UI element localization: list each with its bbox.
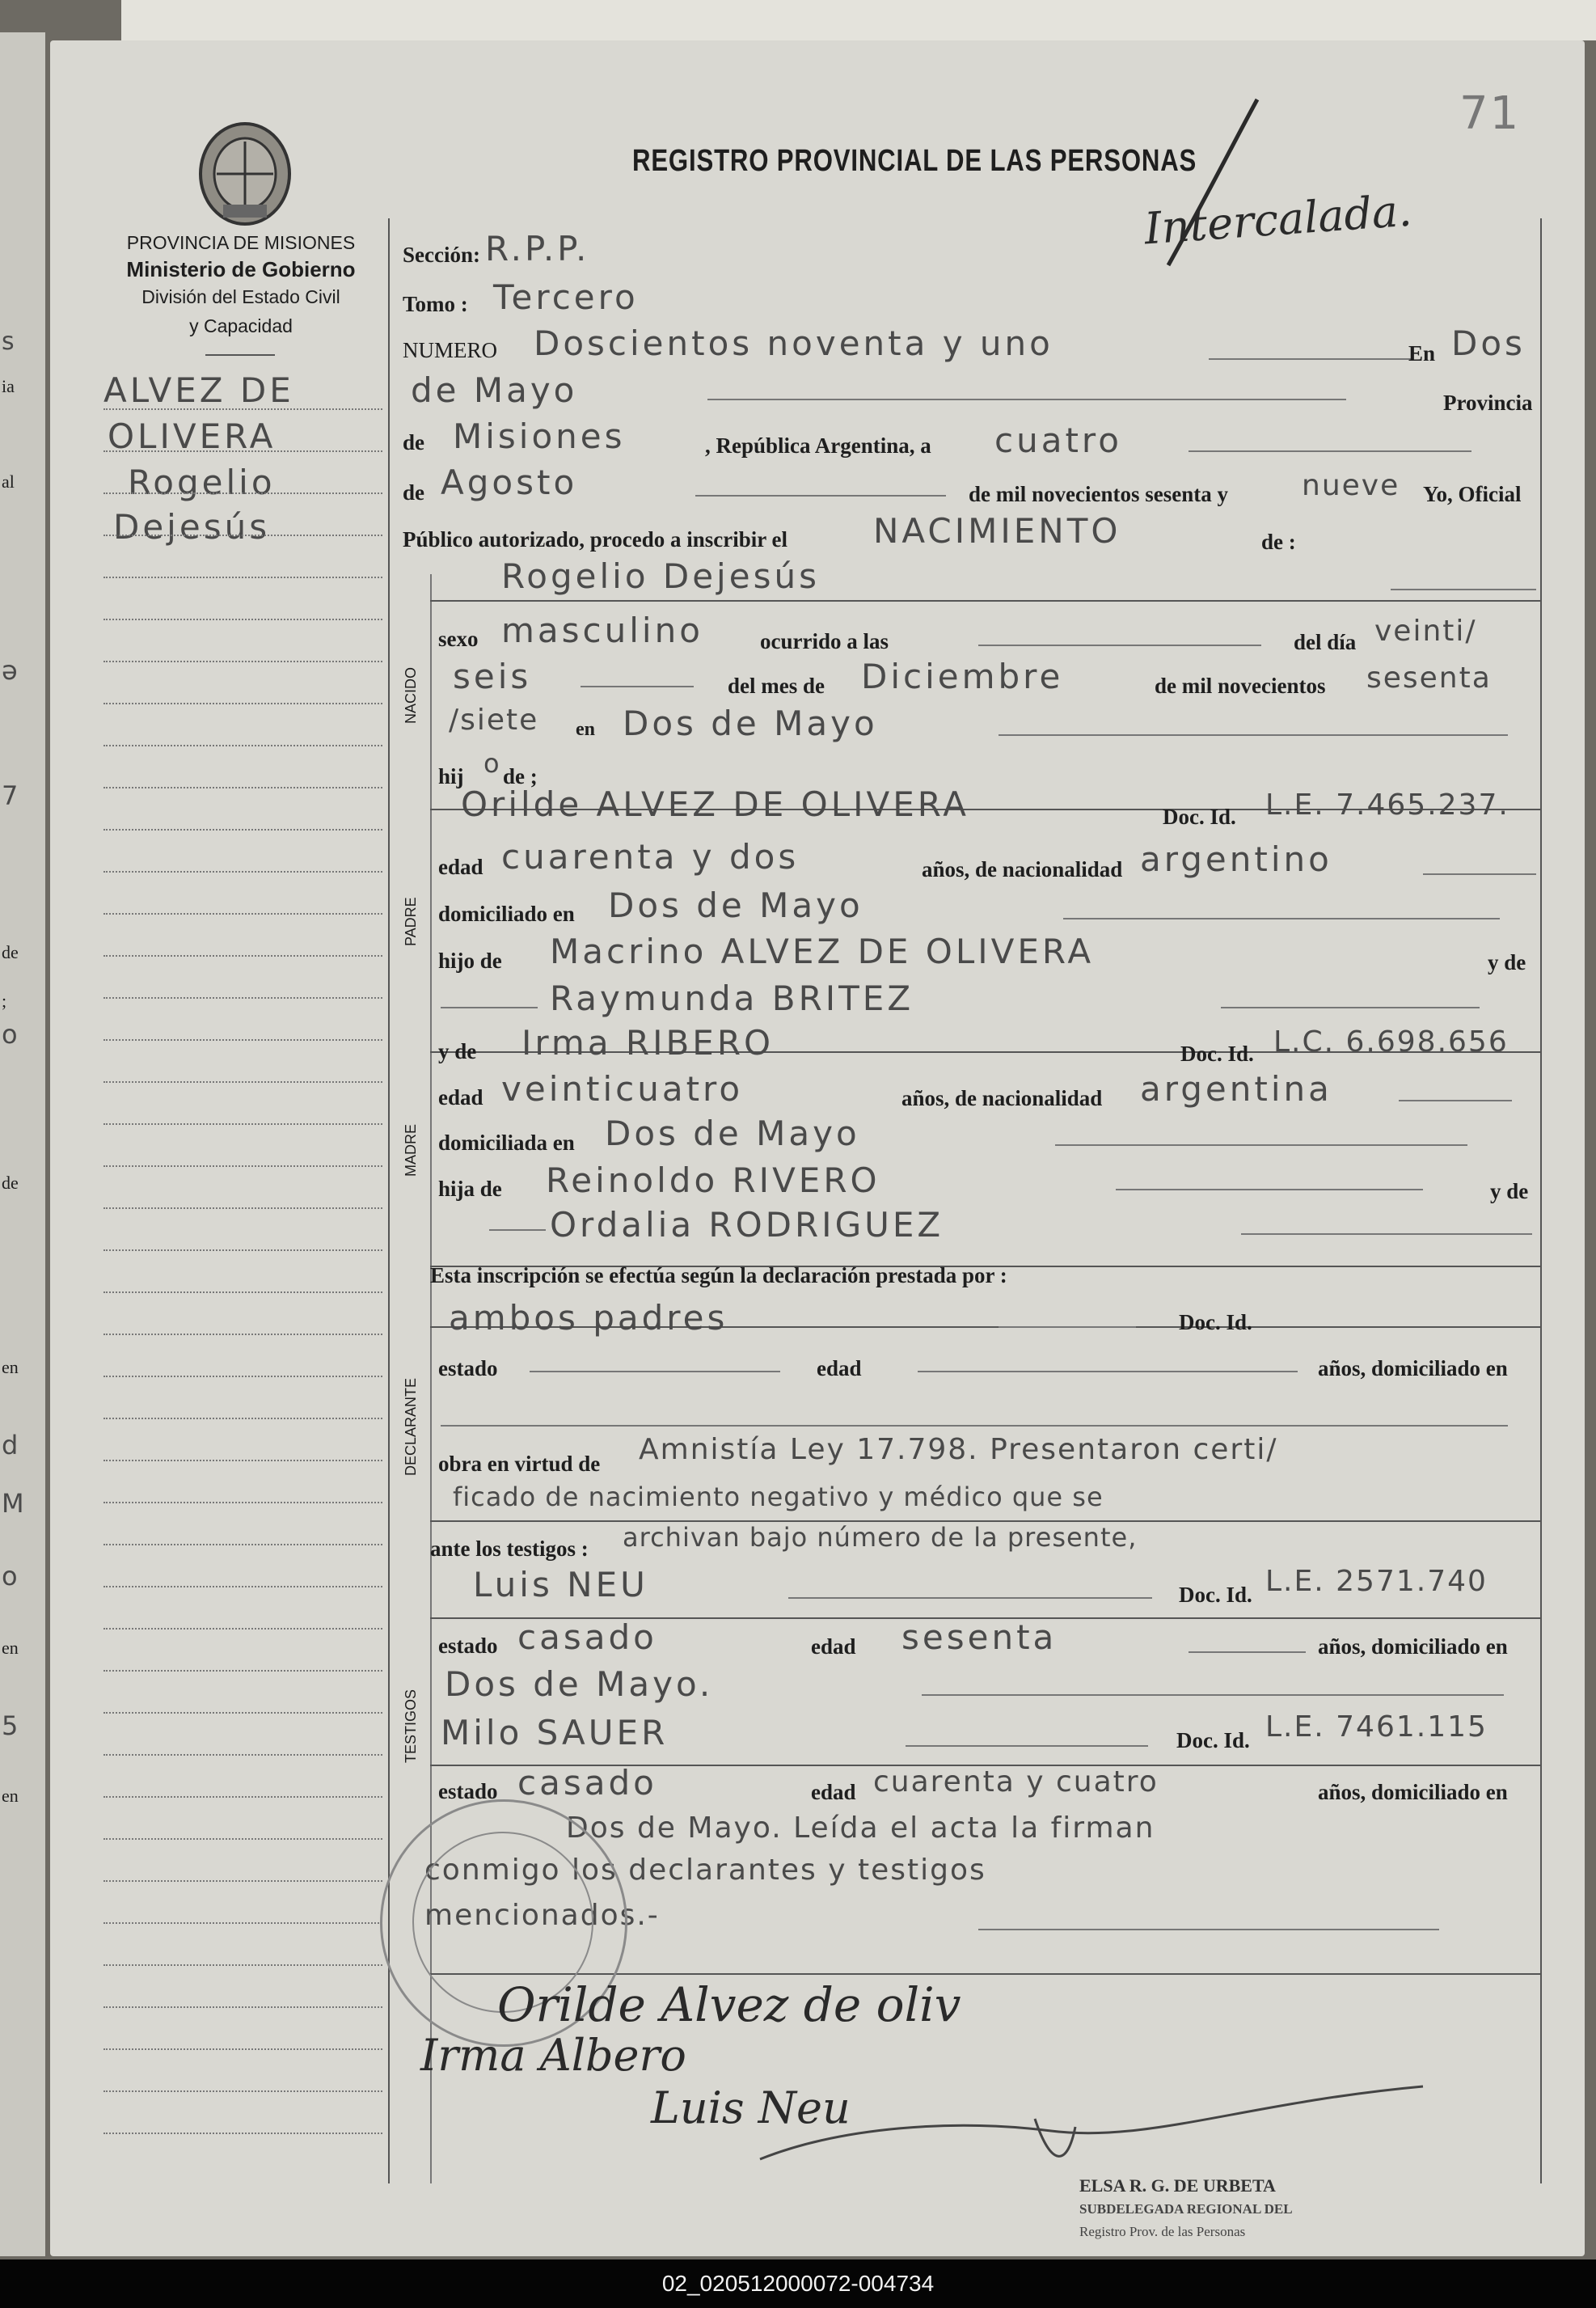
label-esta-inscripcion: Esta inscripción se efectúa según la declaración prestada por : (430, 1263, 1007, 1287)
stamp-line-1: ELSA R. G. DE URBETA (1079, 2175, 1276, 2196)
margin-dotted-line (103, 703, 382, 704)
fill-line (788, 1597, 1152, 1599)
fill-line (922, 1694, 1504, 1696)
margin-dotted-line (103, 1081, 382, 1083)
label-hijo: hij (438, 764, 464, 788)
label-edad: edad (817, 1356, 862, 1380)
value-numero: Doscientos noventa y uno (534, 323, 1053, 363)
margin-note-line: Rogelio (128, 463, 276, 502)
value-obra-2: ficado de nacimiento negativo y médico que se (453, 1482, 1104, 1512)
label-domiciliado: domiciliado en (438, 902, 575, 926)
label-estado: estado (438, 1634, 498, 1658)
label-domiciliada: domiciliada en (438, 1131, 575, 1155)
prev-fragment: o (2, 1561, 19, 1592)
section-testigos-label: TESTIGOS (403, 1689, 419, 1763)
prev-fragment: d (2, 1430, 19, 1460)
value-obra-3: archivan bajo número de la presente, (623, 1522, 1138, 1553)
label-estado: estado (438, 1779, 498, 1803)
margin-dotted-line (103, 1502, 382, 1503)
margin-dotted-line (103, 1418, 382, 1419)
margin-dotted-line (103, 913, 382, 915)
value-testigo1-estado: casado (517, 1617, 657, 1657)
prev-fragment: ə (2, 655, 19, 686)
value-en-1: Dos (1451, 323, 1526, 363)
margin-dotted-line (103, 577, 382, 578)
value-madre-edad: veinticuatro (501, 1069, 744, 1109)
stamp-line-2: SUBDELEGADA REGIONAL DEL (1079, 2201, 1293, 2217)
label-edad: edad (438, 855, 483, 879)
fill-line (918, 1371, 1298, 1372)
fill-line (1423, 873, 1536, 875)
label-y-de: y de (1488, 950, 1526, 974)
prev-fragment: al (2, 471, 15, 492)
margin-dotted-line (103, 997, 382, 999)
margin-dotted-line (103, 492, 382, 494)
fill-line (489, 1229, 546, 1231)
signature-madre: Irma Albero (420, 2030, 686, 2081)
ministry-label: Ministerio de Gobierno (126, 257, 356, 281)
label-estado: estado (438, 1356, 498, 1380)
prev-fragment: ia (2, 376, 15, 396)
label-del-dia: del día (1294, 630, 1357, 654)
margin-dotted-line (103, 408, 382, 410)
section-madre-label: MADRE (403, 1123, 419, 1177)
fill-line (1399, 1100, 1512, 1101)
margin-dotted-line (103, 1754, 382, 1756)
label-de-mil-nov: de mil novecientos (1155, 674, 1326, 698)
value-padre-nombre: Orilde ALVEZ DE OLIVERA (461, 784, 969, 824)
value-dia-nac-2: seis (453, 657, 532, 696)
value-cierre-1: Dos de Mayo. Leída el acta la firman (566, 1811, 1155, 1845)
value-testigo2-edad: cuarenta y cuatro (873, 1765, 1159, 1799)
fill-line (978, 645, 1261, 646)
section-padre-label: PADRE (403, 897, 419, 946)
previous-page-edge (0, 32, 45, 2256)
prev-fragment: 7 (2, 780, 19, 811)
value-abuela-p: Raymunda BRITEZ (550, 979, 914, 1018)
header-signature: Intercalada. (1142, 184, 1414, 255)
top-background (121, 0, 1596, 40)
label-ante-testigos: ante los testigos : (430, 1537, 589, 1561)
margin-dotted-line (103, 661, 382, 662)
value-testigo1-dom: Dos de Mayo. (445, 1664, 714, 1704)
value-cierre-2: conmigo los declarantes y testigos (424, 1854, 986, 1887)
page-title: REGISTRO PROVINCIAL DE LAS PERSONAS (632, 144, 1197, 178)
label-en: En (1408, 341, 1436, 366)
fill-line (999, 1326, 1136, 1328)
prev-fragment: de (2, 1173, 19, 1193)
fill-line (1241, 1233, 1532, 1235)
coat-of-arms-icon (192, 117, 298, 230)
value-en-2: de Mayo (411, 370, 578, 410)
value-dia: cuatro (994, 421, 1122, 460)
value-testigo2-estado: casado (517, 1763, 657, 1803)
margin-note-line: Dejesús (113, 507, 271, 547)
prev-fragment: en (2, 1638, 19, 1658)
margin-dotted-line (103, 1544, 382, 1545)
fill-line (707, 399, 1346, 400)
label-de-colon: de : (1261, 530, 1296, 554)
label-anos-domiciliado: años, domiciliado en (1318, 1356, 1508, 1380)
label-seccion: Sección: (403, 243, 480, 267)
label-anos-nac: años, de nacionalidad (922, 857, 1123, 881)
label-yo-oficial: Yo, Oficial (1423, 482, 1522, 506)
margin-dotted-line (103, 1334, 382, 1335)
fill-line (1055, 1144, 1467, 1146)
fill-line (695, 495, 946, 497)
fill-line (906, 1745, 1148, 1747)
margin-dotted-line (103, 1670, 382, 1672)
margin-dotted-line (103, 829, 382, 831)
margin-dotted-line (103, 1922, 382, 1924)
label-de-semi: de ; (503, 764, 538, 788)
label-obra-virtud: obra en virtud de (438, 1452, 601, 1476)
province-label: PROVINCIA DE MISIONES (126, 232, 356, 253)
label-del-mes: del mes de (728, 674, 825, 698)
fill-line (1391, 589, 1536, 590)
margin-dotted-line (103, 1880, 382, 1882)
frame-right-rule (1540, 218, 1542, 2183)
margin-dotted-line (103, 1796, 382, 1798)
margin-dotted-line (103, 1207, 382, 1209)
division-label: División del Estado Civil (141, 286, 340, 307)
fill-line (1116, 1189, 1423, 1190)
value-abuela-m: Ordalia RODRIGUEZ (550, 1205, 944, 1245)
value-anio-nac-2: /siete (449, 704, 539, 737)
value-nombre: Rogelio Dejesús (501, 556, 820, 596)
fill-line (1221, 1007, 1480, 1008)
value-mes: Agosto (441, 463, 578, 502)
margin-dotted-line (103, 1291, 382, 1293)
label-anos-nac: años, de nacionalidad (901, 1086, 1103, 1110)
label-provincia: Provincia (1443, 391, 1533, 415)
divider (205, 354, 275, 356)
label-doc-id: Doc. Id. (1179, 1310, 1252, 1334)
margin-dotted-line (103, 1376, 382, 1377)
label-en-lower: en (576, 719, 595, 740)
label-edad: edad (438, 1085, 483, 1110)
value-hijo-suffix: o (483, 748, 500, 779)
label-hijo-de: hijo de (438, 949, 502, 973)
prev-fragment: en (2, 1786, 19, 1806)
label-doc-id: Doc. Id. (1176, 1728, 1250, 1752)
prev-fragment: M (2, 1488, 25, 1519)
value-madre-nombre: Irma RIBERO (521, 1023, 775, 1063)
margin-dotted-line (103, 535, 382, 536)
margin-dotted-line (103, 871, 382, 873)
margin-dotted-line (103, 745, 382, 746)
margin-dotted-line (103, 2048, 382, 2050)
margin-dotted-line (103, 2006, 382, 2008)
label-tomo: Tomo : (403, 292, 468, 316)
label-y-de: y de (438, 1039, 477, 1063)
margin-dotted-line (103, 1586, 382, 1587)
value-abuelo-p: Macrino ALVEZ DE OLIVERA (550, 932, 1095, 971)
margin-note-line: ALVEZ DE (103, 370, 294, 410)
value-mes-nac: Diciembre (861, 657, 1064, 696)
label-numero: NUMERO (403, 338, 498, 362)
value-anio-nac-1: sesenta (1366, 662, 1492, 695)
margin-dotted-line (103, 1249, 382, 1251)
margin-dotted-line (103, 1628, 382, 1630)
value-padre-nac: argentino (1140, 839, 1332, 879)
label-edad: edad (811, 1634, 856, 1659)
footer-image-id: 02_020512000072-004734 (661, 2271, 935, 2296)
value-obra-1: Amnistía Ley 17.798. Presentaron certi/ (639, 1433, 1278, 1466)
value-lugar-nac: Dos de Mayo (623, 704, 878, 743)
value-seccion: R.P.P. (485, 229, 590, 268)
value-dia-nac-1: veinti/ (1374, 615, 1477, 648)
value-acto: NACIMIENTO (873, 511, 1121, 551)
margin-dotted-line (103, 955, 382, 957)
fill-line (978, 1929, 1439, 1930)
label-de: de (403, 480, 424, 505)
label-edad: edad (811, 1780, 856, 1804)
fill-line (441, 1007, 538, 1008)
margin-dotted-line (103, 2090, 382, 2092)
fill-line (1063, 918, 1500, 919)
section-nacido-label: NACIDO (403, 666, 419, 724)
margin-dotted-line (103, 619, 382, 620)
margin-dotted-line (103, 2133, 382, 2134)
value-anio: nueve (1302, 469, 1400, 502)
margin-note-line: OLIVERA (108, 416, 277, 456)
prev-fragment: o (2, 1019, 19, 1050)
label-y-de: y de (1490, 1179, 1529, 1203)
label-hija-de: hija de (438, 1177, 502, 1201)
fill-line (999, 734, 1508, 736)
signature-padre: Orilde Alvez de oliv (497, 1977, 961, 2032)
label-doc-id: Doc. Id. (1163, 805, 1236, 829)
value-abuelo-m: Reinoldo RIVERO (546, 1160, 880, 1200)
margin-dotted-line (103, 1712, 382, 1714)
capacity-label: y Capacidad (189, 315, 293, 336)
value-cierre-3: mencionados.- (424, 1899, 660, 1932)
page-number: 71 (1459, 87, 1521, 140)
label-anos-domiciliado: años, domiciliado en (1318, 1780, 1508, 1804)
label-publico: Público autorizado, procedo a inscribir el (403, 527, 787, 552)
label-ocurrido: ocurrido a las (760, 629, 889, 653)
prev-fragment: en (2, 1357, 19, 1377)
fill-line (530, 1371, 780, 1372)
label-anos-domiciliado: años, domiciliado en (1318, 1634, 1508, 1659)
prev-fragment: 5 (2, 1710, 19, 1741)
value-testigo2: Milo SAUER (441, 1713, 669, 1752)
label-doc-id: Doc. Id. (1180, 1042, 1254, 1066)
margin-dotted-line (103, 1123, 382, 1125)
value-testigo1-edad: sesenta (901, 1617, 1058, 1657)
fill-line (1189, 450, 1471, 452)
margin-dotted-line (103, 450, 382, 452)
value-provincia: Misiones (453, 416, 626, 456)
fill-line (1209, 358, 1411, 360)
label-de-mil-sesenta: de mil novecientos sesenta y (969, 482, 1228, 506)
value-madre-doc: L.C. 6.698.656 (1273, 1025, 1509, 1059)
value-testigo1-doc: L.E. 2571.740 (1265, 1565, 1488, 1598)
signature-stroke (1136, 95, 1265, 273)
value-madre-dom: Dos de Mayo (605, 1114, 860, 1153)
margin-dotted-line (103, 787, 382, 788)
margin-dotted-line (103, 1460, 382, 1461)
value-tomo: Tercero (493, 277, 639, 317)
margin-dotted-line (103, 1165, 382, 1167)
value-testigo2-doc: L.E. 7461.115 (1265, 1710, 1488, 1744)
value-padre-doc: L.E. 7.465.237. (1265, 788, 1509, 822)
label-sexo: sexo (438, 627, 479, 651)
margin-dotted-line (103, 1039, 382, 1041)
label-republica: , República Argentina, a (705, 433, 931, 458)
margin-dotted-line (103, 1838, 382, 1840)
fill-line (441, 1425, 1508, 1427)
signature-testigo: Luis Neu (651, 2082, 851, 2133)
label-doc-id: Doc. Id. (1179, 1583, 1252, 1607)
prev-fragment: ; (2, 991, 7, 1011)
label-de: de (403, 430, 424, 454)
section-declarante-label: DECLARANTE (403, 1377, 419, 1476)
prev-fragment: s (2, 328, 15, 356)
margin-dotted-line (103, 1964, 382, 1966)
value-declarante: ambos padres (449, 1298, 728, 1338)
fill-line (581, 686, 694, 687)
separator (430, 600, 1540, 602)
value-sexo: masculino (501, 611, 703, 650)
value-testigo1: Luis NEU (473, 1565, 648, 1604)
stamp-line-3: Registro Prov. de las Personas (1079, 2224, 1246, 2239)
value-padre-dom: Dos de Mayo (608, 886, 863, 925)
fill-line (1189, 1651, 1306, 1653)
value-padre-edad: cuarenta y dos (501, 837, 800, 877)
value-madre-nac: argentina (1140, 1069, 1332, 1109)
prev-fragment: de (2, 942, 19, 962)
